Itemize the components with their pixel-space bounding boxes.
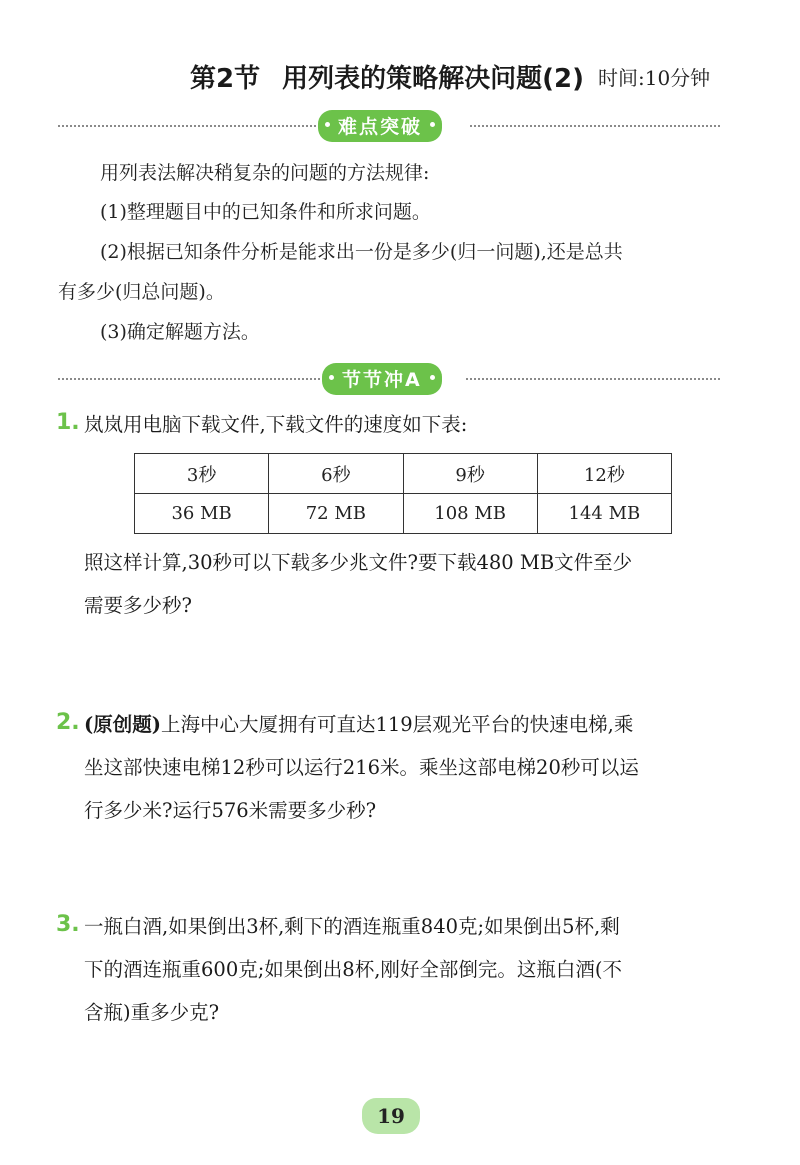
table-cell: 12秒 [537, 454, 671, 494]
divider-right-2 [466, 378, 720, 380]
table-cell: 6秒 [269, 454, 403, 494]
divider-left-2 [58, 378, 320, 380]
question-1-number: 1. [56, 410, 80, 435]
divider-left [58, 125, 316, 127]
table-cell: 9秒 [403, 454, 537, 494]
section-title: 用列表的策略解决问题(2) [282, 64, 584, 94]
page-title [190, 58, 584, 95]
time-limit: 时间:10分钟 [598, 66, 711, 90]
question-1-line-3: 需要多少秒? [84, 594, 192, 617]
question-3-line-1: 一瓶白酒,如果倒出3杯,剩下的酒连瓶重840克;如果倒出5杯,剩 [84, 915, 620, 938]
table-cell: 3秒 [135, 454, 269, 494]
method-point-1: (1)整理题目中的已知条件和所求问题。 [100, 201, 431, 223]
table-row-size [135, 494, 672, 534]
page-number: 19 [362, 1098, 420, 1134]
divider-right [470, 125, 720, 127]
question-3-number: 3. [56, 912, 80, 937]
table-cell: 108 MB [403, 494, 537, 534]
method-intro: 用列表法解决稍复杂的问题的方法规律: [100, 162, 430, 184]
question-1-line-2: 照这样计算,30秒可以下载多少兆文件?要下载480 MB文件至少 [84, 551, 633, 574]
question-2-number: 2. [56, 710, 80, 735]
difficulty-badge: 难点突破 [318, 110, 442, 142]
table-cell: 144 MB [537, 494, 671, 534]
table-row-time [135, 454, 672, 494]
method-point-2-line-2: 有多少(归总问题)。 [58, 281, 225, 303]
question-2-line-1-text: 上海中心大厦拥有可直达119层观光平台的快速电梯,乘 [160, 713, 634, 736]
question-1-text: 岚岚用电脑下载文件,下载文件的速度如下表: [84, 413, 468, 436]
question-3-line-3: 含瓶)重多少克? [84, 1001, 220, 1024]
question-3-line-2: 下的酒连瓶重600克;如果倒出8杯,刚好全部倒完。这瓶白酒(不 [84, 958, 623, 981]
question-2-line-1 [84, 703, 633, 746]
practice-badge: 节节冲A [322, 363, 442, 395]
method-point-3: (3)确定解题方法。 [100, 321, 260, 343]
table-cell: 72 MB [269, 494, 403, 534]
original-question-tag: (原创题) [84, 713, 161, 736]
table-cell: 36 MB [135, 494, 269, 534]
section-number: 第2节 [190, 64, 261, 94]
method-point-2-line-1: (2)根据已知条件分析是能求出一份是多少(归一问题),还是总共 [100, 241, 623, 263]
question-2-line-3: 行多少米?运行576米需要多少秒? [84, 799, 377, 822]
question-2-line-2: 坐这部快速电梯12秒可以运行216米。乘坐这部电梯20秒可以运 [84, 756, 639, 779]
download-speed-table [134, 453, 672, 534]
